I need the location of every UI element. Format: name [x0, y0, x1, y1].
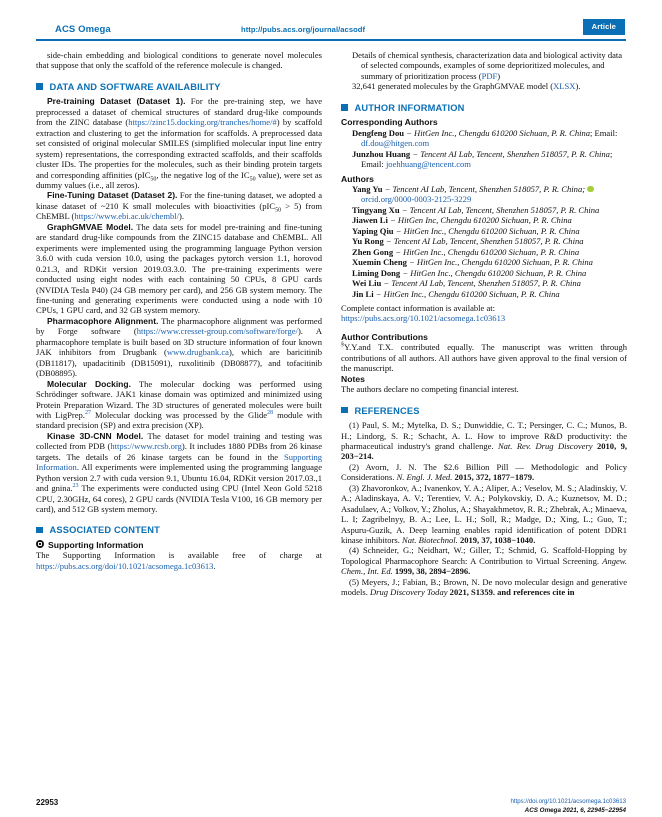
reference-journal: Nat. Rev. Drug Discovery	[497, 440, 593, 451]
author-email[interactable]: df.dou@hitgen.com	[361, 138, 430, 149]
si-item-xlsx	[341, 81, 627, 91]
author-email[interactable]: joehhuang@tencent.com	[385, 159, 471, 170]
reference-authors: Meyers, J.; Fabian, B.; Brown, N. De novo molecular design and generative models.	[341, 576, 627, 598]
si-item-pdf	[341, 50, 627, 81]
reference-year-volume: 1999, 38, 2894−2896.	[392, 566, 471, 577]
author-entry	[341, 184, 627, 205]
chembl-link[interactable]: https://www.ebi.ac.uk/chembl/	[74, 211, 179, 222]
pharmacophore-body-3: ), which are baricitinib (DB11817), upadacitinib (DB15091), ruxolitinib (DB08877), and tofacitinib (DB08895).	[36, 347, 323, 379]
citation-ref-27[interactable]: 27	[84, 410, 91, 417]
paragraph-molecular-docking	[36, 379, 322, 431]
spacer	[341, 395, 627, 406]
author-affiliation: − HitGen Inc., Chengdu 610200 Sichuan, P. R. China	[393, 246, 580, 257]
zinc-database-link[interactable]: https://zinc15.docking.org/tranches/home/#	[128, 117, 277, 128]
reference-authors: Schneider, G.; Neidhart, W.; Giller, T.; Schmid, G. Scaffold-Hopping by Topological Pharmacophore Search: A Contribution to Virtual Screening.	[341, 545, 627, 566]
author-entry	[341, 205, 627, 215]
corresponding-authors-heading: Corresponding Authors	[341, 117, 438, 128]
docking-body-1: The molecular docking was performed using Schrödinger software. JAK1 kinase domain was optimized and minimized using Protein Preparation Wizard. The 3D structures of generated molecules were built with LigPrep.	[36, 378, 322, 420]
author-name: Dengfeng Dou	[352, 127, 404, 138]
author-affiliation: − Tencent AI Lab, Tencent, Shenzhen 518057, P. R. China	[381, 278, 581, 289]
runin-head-cnn: Kinase 3D-CNN Model.	[47, 430, 144, 441]
author-name: Wei Liu	[352, 278, 382, 289]
supporting-information-icon	[36, 540, 44, 548]
footnote-marker: §	[341, 342, 344, 349]
author-affiliation: − Tencent AI Lab, Tencent, Shenzhen 518057, P. R. China	[399, 204, 600, 215]
square-bullet-icon	[341, 104, 348, 111]
reference-authors: Paul, S. M.; Mytelka, D. S.; Dunwiddie, C. T.; Persinger, C. C.; Munos, B. H.; Lindorg, S. R.; Schacht, A. L. How to improve R&D productivity: the pharmaceutical industry's grand challenge.	[341, 420, 627, 451]
cnn-body-4: The experiments were conducted using CPU (Intel Xeon Gold 5218 CPU, 2.30GHz, 64 cores), 2 GPU cards (NVIDIA Tesla V100, 16 GB memory per card), and 512 GB system memory.	[36, 483, 322, 515]
section-heading-associated-content	[36, 525, 322, 535]
author-name: Yu Rong	[352, 236, 384, 247]
reference-item	[341, 420, 627, 462]
runin-head-docking: Molecular Docking.	[47, 378, 131, 389]
paragraph-pretraining-dataset	[36, 96, 322, 190]
notes-paragraph: The authors declare no competing financial interest.	[341, 384, 519, 395]
reference-item	[341, 483, 627, 546]
footer-citation-block	[510, 797, 626, 815]
author-affiliation: − HitGen Inc., Chengdu 610200 Sichuan, P. R. China	[406, 257, 593, 268]
reference-number: (5)	[349, 576, 359, 587]
docking-body-3: module with standard precision (SP) and extra precision (XP).	[36, 409, 322, 431]
supporting-information-label: Supporting Information	[48, 539, 144, 550]
si-item-1-body: Details of chemical synthesis, characterization data and biological activity data of selected compounds, examples of some deprioritized molecules, and summary of prioritization process (	[352, 50, 623, 81]
runin-head-pharmacophore: Pharmacophore Alignment.	[47, 315, 159, 326]
si-item-2-tail: ).	[575, 81, 581, 92]
reference-year-volume: 2021, S1359. and references cite in	[447, 587, 575, 598]
reference-journal: Angew. Chem., Int. Ed.	[341, 555, 627, 577]
author-name: Yaping Qiu	[352, 225, 394, 236]
section-heading-label: AUTHOR INFORMATION	[354, 102, 465, 113]
reference-item	[341, 462, 627, 483]
section-heading-author-information	[341, 103, 627, 113]
author-entry	[341, 226, 627, 236]
section-heading-label: REFERENCES	[354, 405, 420, 416]
si-item-2-body: 32,641 generated molecules by the GraphGMVAE model (	[352, 81, 554, 92]
section-heading-references	[341, 406, 627, 416]
spacer	[36, 514, 322, 525]
runin-head-finetuning: Fine-Tuning Dataset (Dataset 2).	[47, 190, 178, 201]
cnn-body-3: . All experiments were implemented using the programming language Python version 2.7 with cuda version 9.1, Ubuntu 16.04, RDKit version 2017.03.,1 and gnina.	[36, 462, 322, 494]
paragraph-pharmacophore-alignment	[36, 316, 322, 379]
cnn-body-1: The dataset for model training and testing was collected from PDB (	[36, 430, 323, 452]
running-head-url[interactable]: http://pubs.acs.org/journal/acsodf	[241, 25, 366, 34]
page-number: 22953	[36, 798, 59, 807]
pretraining-body-2: ) by scaffold extraction and clustering to get the information for scaffolds. A preprocessed data set consisted of original molecular SMILES (simplified molecular input line entry system) representations, the corresponding extracted scaffolds, and their scaffolds cluster IDs. The properties for the molecules, such as their binding protein targets and corresponding affinities (pIC	[36, 117, 322, 180]
docking-body-2: Molecular docking was processed by the Glide	[90, 409, 268, 420]
complete-contact-link[interactable]: https://pubs.acs.org/10.1021/acsomega.1c03613	[341, 313, 506, 324]
author-affiliation: − Tencent AI Lab, Tencent, Shenzhen 518057, P. R. China	[410, 148, 610, 159]
left-column	[36, 50, 322, 571]
reference-year-volume: 2019, 37, 1038−1040.	[457, 535, 536, 546]
finetuning-sub-1: 50	[275, 207, 282, 214]
corresponding-author-entry	[341, 149, 627, 170]
citation-ref-23[interactable]: 23	[72, 483, 79, 490]
complete-contact-text: Complete contact information is available at:	[341, 302, 496, 313]
finetuning-body-3: ).	[179, 211, 184, 222]
notes-heading: Notes	[341, 373, 365, 384]
reference-item	[341, 577, 627, 598]
supporting-information-doi-link[interactable]: https://pubs.acs.org/doi/10.1021/acsomega.1c03613	[36, 560, 214, 571]
author-entry	[341, 257, 627, 267]
supporting-information-heading	[36, 540, 322, 550]
forge-software-link[interactable]: https://www.cresset-group.com/software/forge/	[136, 326, 298, 337]
running-head-rule	[36, 39, 626, 41]
author-name: Yang Yu	[352, 183, 383, 194]
author-name: Junzhou Huang	[352, 148, 411, 159]
reference-item	[341, 545, 627, 576]
author-affiliation: − HitGen Inc., Chengdu 610200 Sichuan, P. R. China	[373, 288, 560, 299]
reference-journal: Drug Discovery Today	[369, 587, 448, 598]
article-type-badge: Article	[583, 19, 625, 35]
footer-doi-link[interactable]: https://doi.org/10.1021/acsomega.1c03613	[510, 798, 626, 805]
author-affiliation: − HitGen Inc., Chengdu 610200 Sichuan, P. R. China	[400, 267, 587, 278]
author-name: Zhen Gong	[352, 246, 394, 257]
pharmacophore-body-1: The pharmacophore alignment was performed by Forge software (	[36, 315, 322, 337]
pdb-link[interactable]: https://www.rcsb.org	[110, 441, 182, 452]
reference-authors: Avorn, J. N. The $2.6 Billion Pill — Methodologic and Policy Considerations.	[341, 461, 627, 483]
pretraining-sub-2: 50	[249, 176, 256, 183]
cnn-body-2: ). It includes 1880 PDBs from 26 kinase targets. The details of 26 kinase targets can be found in the	[36, 441, 323, 462]
right-column	[341, 50, 627, 598]
finetuning-body-2: > 5) from ChEMBL (	[36, 200, 322, 222]
author-orcid[interactable]: orcid.org/0000-0003-2125-3229	[361, 194, 472, 205]
author-name: Liming Dong	[352, 267, 401, 278]
paragraph-finetuning-dataset	[36, 190, 322, 221]
square-bullet-icon	[36, 83, 43, 90]
email-label: ; Email:	[361, 148, 613, 170]
author-affiliation: − Tencent AI Lab, Tencent, Shenzhen 518057, P. R. China;	[382, 183, 588, 194]
reference-number: (4)	[349, 545, 359, 556]
spacer	[36, 71, 322, 82]
pretraining-sub-1: 50	[150, 176, 157, 183]
author-affiliation: − HitGen Inc., Chengdu 610200 Sichuan, P. R. China	[404, 127, 591, 138]
citation-ref-28[interactable]: 28	[267, 410, 274, 417]
pdf-link[interactable]: PDF	[481, 70, 498, 81]
si-body-text: The Supporting Information is available free of charge at	[36, 550, 322, 561]
reference-number: (2)	[349, 461, 359, 472]
pretraining-body-3: , the negative log of the IC	[156, 169, 250, 180]
drugbank-link[interactable]: www.drugbank.ca	[166, 347, 229, 358]
author-affiliation: − HitGen Inc, Chengdu 610200 Sichuan, P. R. China	[387, 215, 572, 226]
author-contributions-body: Y.Y.and T.X. contributed equally. The manuscript was written through contributions of all authors. All authors have given approval to the final version of the manuscript.	[341, 342, 627, 374]
author-name: Xuemin Cheng	[352, 257, 407, 268]
author-name: Jiawen Li	[352, 215, 388, 226]
author-contributions-paragraph	[341, 342, 627, 373]
paragraph-graphgmvae-model	[36, 222, 322, 316]
author-contributions-heading: Author Contributions	[341, 331, 428, 342]
si-item-1-tail: )	[497, 70, 501, 81]
reference-journal: N. Engl. J. Med.	[396, 472, 453, 483]
section-heading-label: DATA AND SOFTWARE AVAILABILITY	[49, 81, 221, 92]
spacer	[341, 92, 627, 103]
xlsx-link[interactable]: XLSX	[553, 81, 576, 92]
author-entry	[341, 247, 627, 257]
author-entry	[341, 289, 627, 299]
reference-authors: Zhavoronkov, A.; Ivanenkov, Y. A.; Aliper, A.; Veselov, M. S.; Aladinskiy, V. A.; Aladinskaya, A. V.; Terentiev, V. A.; Polykovskiy, D. A.; Kuznetsov, M. D.; Asadulaev, A.; Volkov, Y.; Zholus, A.; Shayakhmetov, R. R.; Zhebrak, A.; Minaeva, L. I; Zagribelnyy, B. A.; Lee, L. H.; Soll, R.; Madge, D.; Xing, L.; Guo, T.; Aspuru-Guzik, A. Deep learning enables rapid identification of potent DDR1 kinase inhibitors.	[341, 482, 627, 546]
author-name: Tingyang Xu	[352, 204, 400, 215]
author-entry	[341, 215, 627, 225]
square-bullet-icon	[341, 407, 348, 414]
authors-heading: Authors	[341, 173, 374, 184]
reference-journal: Nat. Biotechnol.	[402, 535, 458, 546]
reference-number: (1)	[349, 420, 359, 431]
author-name: Jin Li	[352, 288, 374, 299]
graphgmvae-body: The data sets for model pre-training and fine-tuning are standard drug-like compounds from the ZINC15 database and ChEMBL. All experiments were implemented using the programming language Python version 3.6.0 with cuda version 10.0, using the packages pytorch version 1.1, horovod 0.21.3, and RDKit version 2019.03.3.0. The pre-training experiments were conducted using eight nodes with each containing 50 CPUs, 8 GPU cards (NVIDIA Tesla P40) (24 GB memory per card), and 256 GB system memory. The fine-tuning and generating experiments were conducted using a node with 10 CPUs, 1 GPU card, and 32 GB system memory.	[36, 221, 322, 316]
section-heading-label: ASSOCIATED CONTENT	[49, 525, 160, 536]
corresponding-author-entry	[341, 128, 627, 149]
reference-year-volume: 2010, 9, 203−214.	[341, 440, 627, 462]
supporting-information-link-inline[interactable]: Supporting Information	[36, 451, 322, 473]
finetuning-body-1: For the fine-tuning dataset, we adopted a kinase dataset of ~210 K small molecules with bioactivities (pIC	[36, 190, 323, 211]
author-entry	[341, 268, 627, 278]
author-affiliation: − HitGen Inc., Chengdu 610200 Sichuan, P. R. China	[393, 225, 580, 236]
running-head-journal: ACS Omega	[55, 24, 111, 35]
si-tail: .	[213, 560, 216, 571]
footer-citation: ACS Omega 2021, 6, 22945−22954	[524, 807, 626, 814]
author-affiliation: − Tencent AI Lab, Tencent, Shenzhen 518057, P. R. China	[383, 236, 584, 247]
running-head	[36, 22, 626, 42]
supporting-information-paragraph	[36, 550, 322, 571]
intro-paragraph: side-chain embedding and biological conditions to generate novel molecules that suppose that only the scaffold of the reference molecule is changed.	[36, 50, 322, 71]
pretraining-body-1: For the pre-training step, we have preprocessed a dataset of chemical structures of standard drug-like compounds from the ZINC database (	[36, 96, 323, 128]
orcid-icon	[587, 186, 594, 193]
runin-head-graphgmvae: GraphGMVAE Model.	[47, 221, 134, 232]
runin-head-pretraining: Pre-training Dataset (Dataset 1).	[47, 96, 186, 107]
author-entry	[341, 278, 627, 288]
square-bullet-icon	[36, 527, 43, 534]
spacer	[341, 324, 627, 332]
reference-year-volume: 2015, 372, 1877−1879.	[452, 472, 535, 483]
pretraining-body-4: value), were set as dummy values (i.e., all zeros).	[36, 169, 322, 190]
author-entry	[341, 236, 627, 246]
reference-number: (3)	[349, 482, 359, 493]
paragraph-kinase-3dcnn-model	[36, 431, 322, 515]
section-heading-data-software	[36, 82, 322, 92]
email-label: ; Email:	[590, 127, 618, 138]
pharmacophore-body-2: ). A pharmacophore template is built based on 3D structure information of four known JAK inhibitors from Drugbank (	[36, 326, 323, 358]
